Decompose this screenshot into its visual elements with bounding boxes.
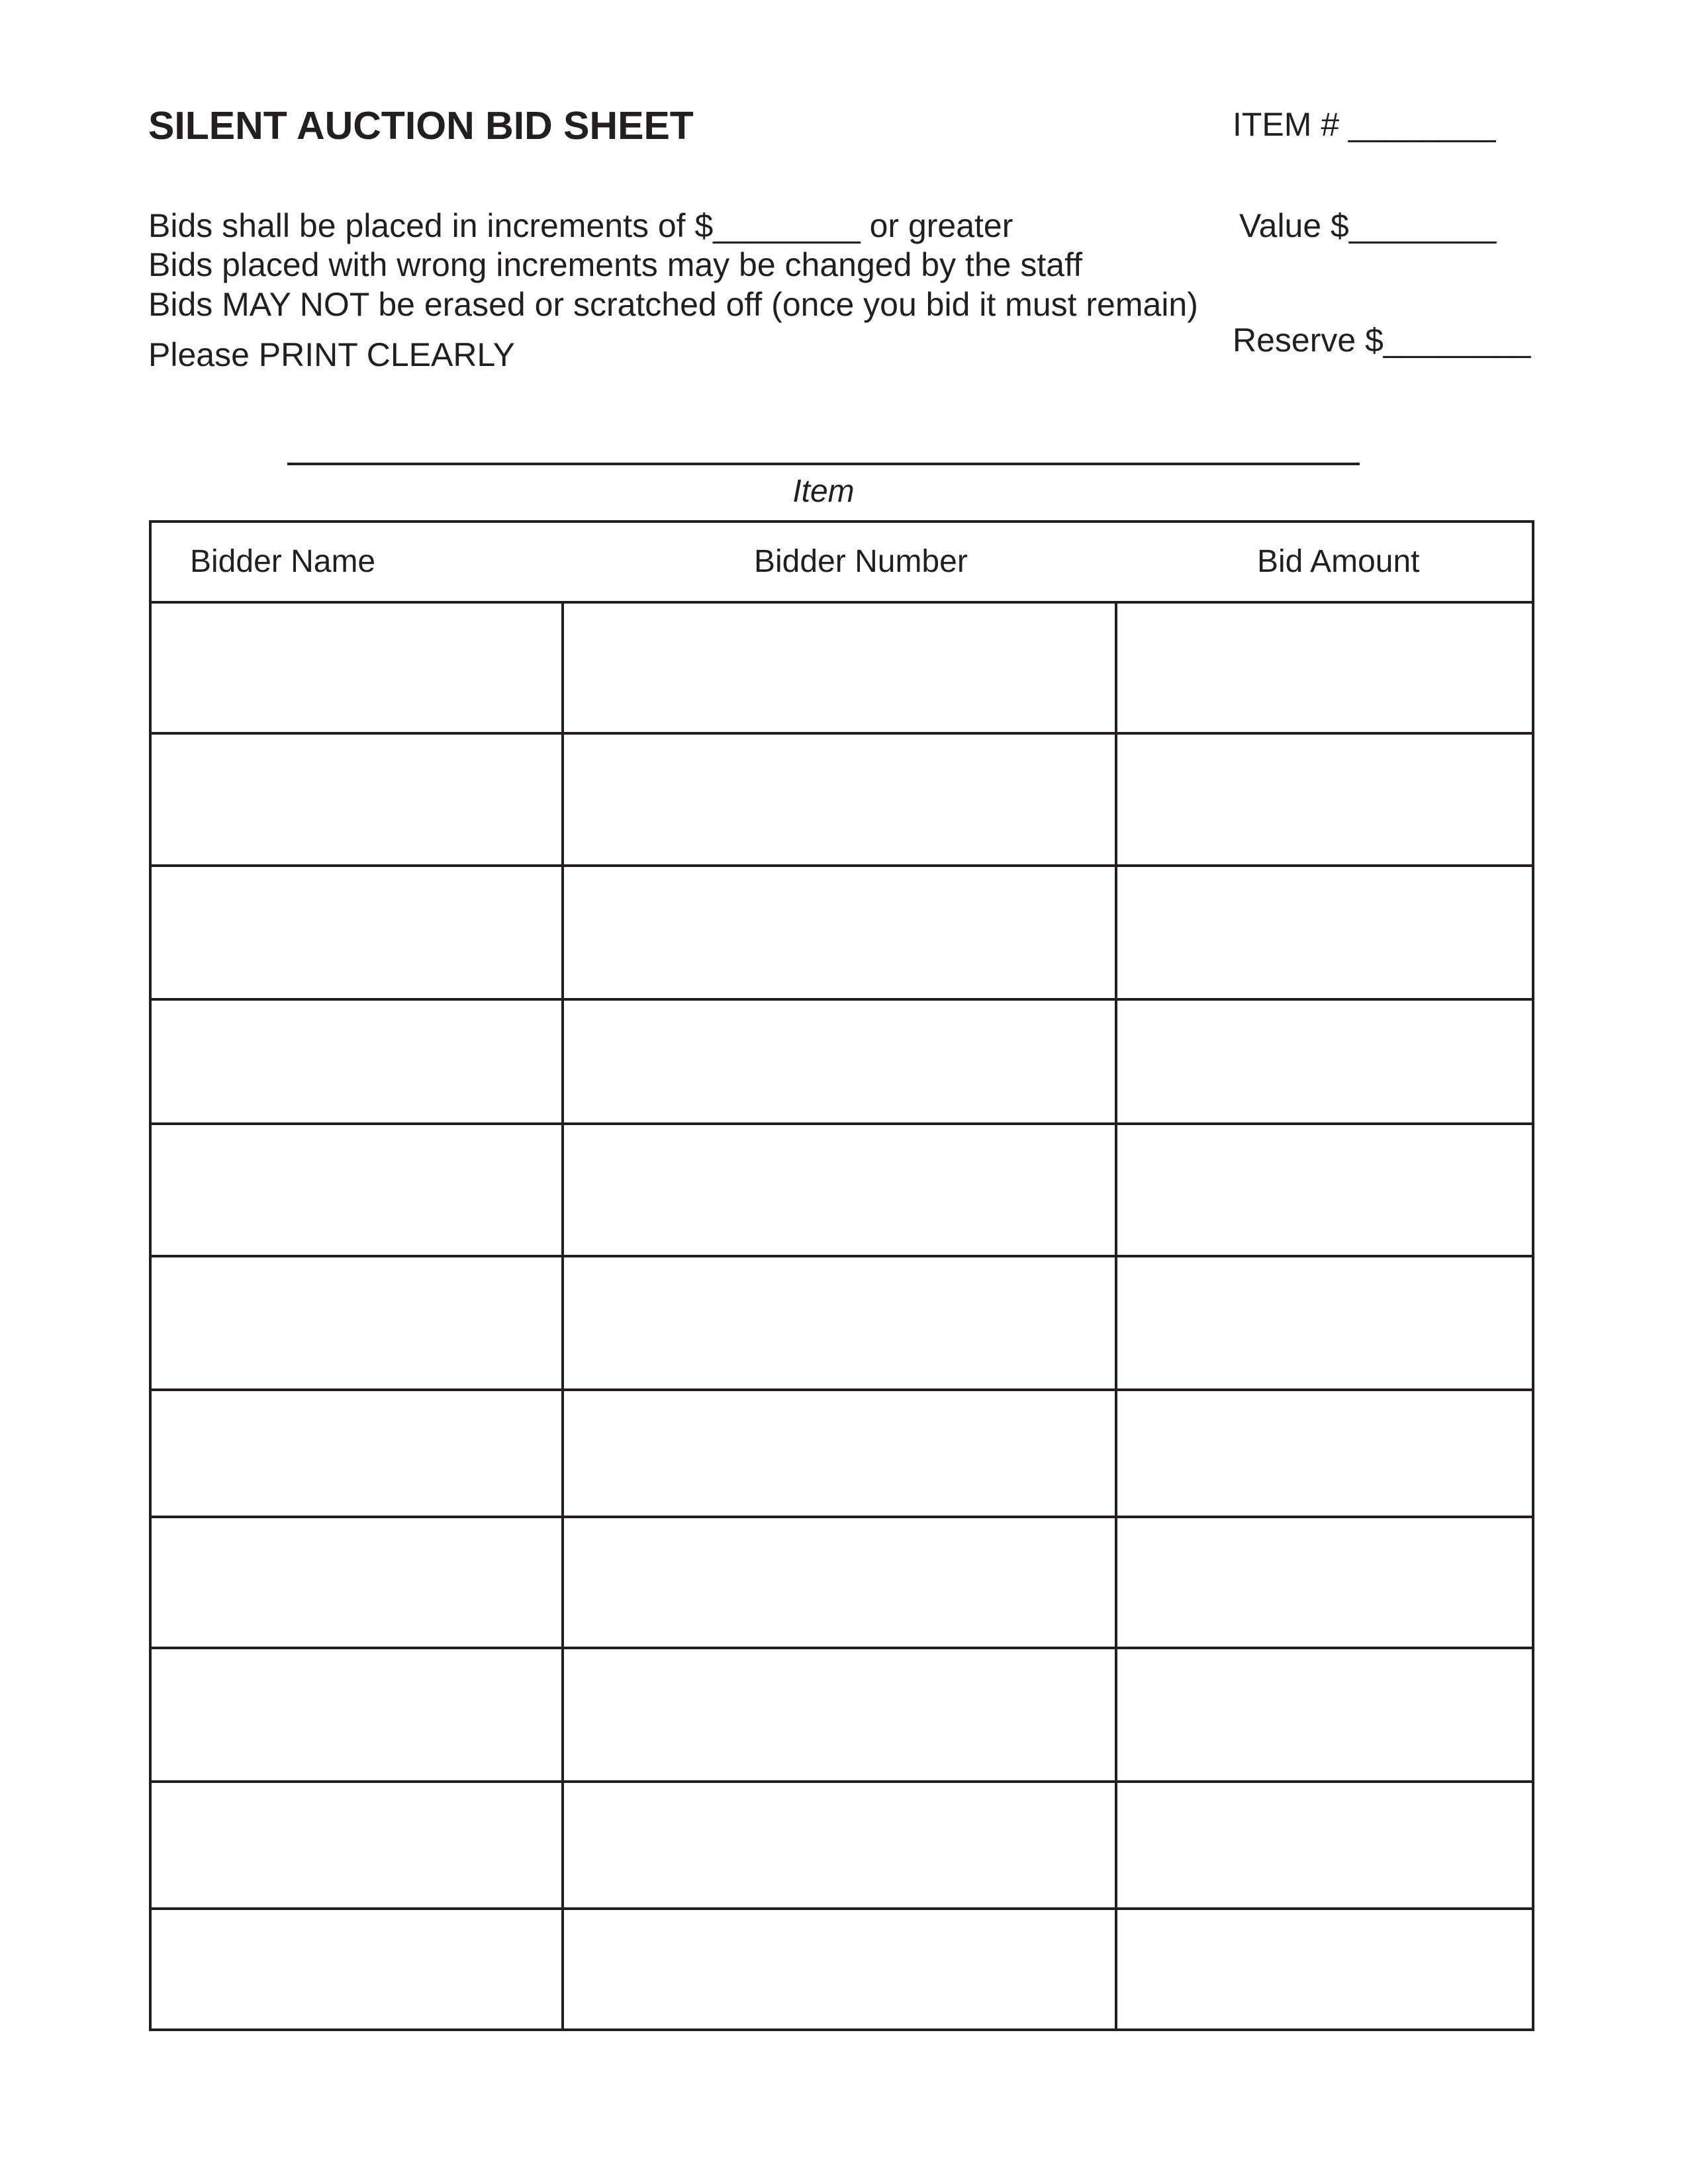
bidder-number-cell[interactable] <box>565 868 1111 994</box>
bid-amount-cell[interactable] <box>1119 1651 1528 1776</box>
column-header-bidder-name: Bidder Name <box>190 544 376 579</box>
bidder-name-cell[interactable] <box>156 1651 557 1776</box>
bidder-number-cell[interactable] <box>565 1126 1111 1251</box>
bidder-name-cell[interactable] <box>156 1392 557 1512</box>
row-divider <box>152 1255 1532 1257</box>
bidder-name-cell[interactable] <box>156 868 557 994</box>
bidder-number-cell[interactable] <box>565 1259 1111 1385</box>
bidder-number-cell[interactable] <box>565 1392 1111 1512</box>
bidder-name-cell[interactable] <box>156 736 557 860</box>
bid-amount-cell[interactable] <box>1119 1126 1528 1251</box>
column-header-bidder-number: Bidder Number <box>754 544 968 579</box>
row-divider <box>152 1780 1532 1783</box>
bid-amount-cell[interactable] <box>1119 1784 1528 1903</box>
row-divider <box>152 732 1532 735</box>
rule-increments: Bids shall be placed in increments of $________ or greater <box>148 207 1013 244</box>
bidder-number-cell[interactable] <box>565 1520 1111 1643</box>
bid-table <box>149 520 1534 2031</box>
bidder-number-cell[interactable] <box>565 1651 1111 1776</box>
bidder-number-cell[interactable] <box>565 1784 1111 1903</box>
bid-amount-cell[interactable] <box>1119 1259 1528 1385</box>
bid-amount-cell[interactable] <box>1119 1911 1528 2023</box>
row-divider <box>152 1122 1532 1125</box>
reserve-field[interactable]: Reserve $________ <box>1233 322 1531 359</box>
row-divider <box>152 1388 1532 1391</box>
rule-no-erase: Bids MAY NOT be erased or scratched off (once you bid it must remain) <box>148 286 1198 323</box>
rule-wrong-increments: Bids placed with wrong increments may be changed by the staff <box>148 246 1082 283</box>
item-number-field[interactable]: ITEM # ________ <box>1233 106 1496 143</box>
bid-amount-cell[interactable] <box>1119 1392 1528 1512</box>
bidder-number-cell[interactable] <box>565 1002 1111 1118</box>
bid-amount-cell[interactable] <box>1119 868 1528 994</box>
bidder-name-cell[interactable] <box>156 1520 557 1643</box>
rule-print-clearly: Please PRINT CLEARLY <box>148 336 515 373</box>
bid-amount-cell[interactable] <box>1119 1520 1528 1643</box>
bidder-number-cell[interactable] <box>565 1911 1111 2023</box>
bidder-number-cell[interactable] <box>565 736 1111 860</box>
bidder-name-cell[interactable] <box>156 1259 557 1385</box>
row-divider <box>152 1647 1532 1649</box>
item-name-line[interactable] <box>287 463 1360 465</box>
bidder-name-cell[interactable] <box>156 1002 557 1118</box>
table-header <box>152 523 1532 604</box>
row-divider <box>152 1516 1532 1518</box>
bidder-name-cell[interactable] <box>156 1911 557 2023</box>
column-divider <box>561 601 564 2028</box>
bidder-name-cell[interactable] <box>156 1126 557 1251</box>
row-divider <box>152 998 1532 1001</box>
bid-amount-cell[interactable] <box>1119 736 1528 860</box>
item-caption: Item <box>792 474 855 509</box>
bidder-name-cell[interactable] <box>156 1784 557 1903</box>
bid-amount-cell[interactable] <box>1119 1002 1528 1118</box>
page-title: SILENT AUCTION BID SHEET <box>148 104 694 148</box>
bidder-number-cell[interactable] <box>565 605 1111 728</box>
value-field[interactable]: Value $________ <box>1239 207 1497 244</box>
column-header-bid-amount: Bid Amount <box>1257 544 1420 579</box>
row-divider <box>152 1907 1532 1910</box>
bid-amount-cell[interactable] <box>1119 605 1528 728</box>
bidder-name-cell[interactable] <box>156 605 557 728</box>
row-divider <box>152 864 1532 867</box>
column-divider <box>1115 601 1117 2028</box>
table-body <box>152 601 1532 2028</box>
